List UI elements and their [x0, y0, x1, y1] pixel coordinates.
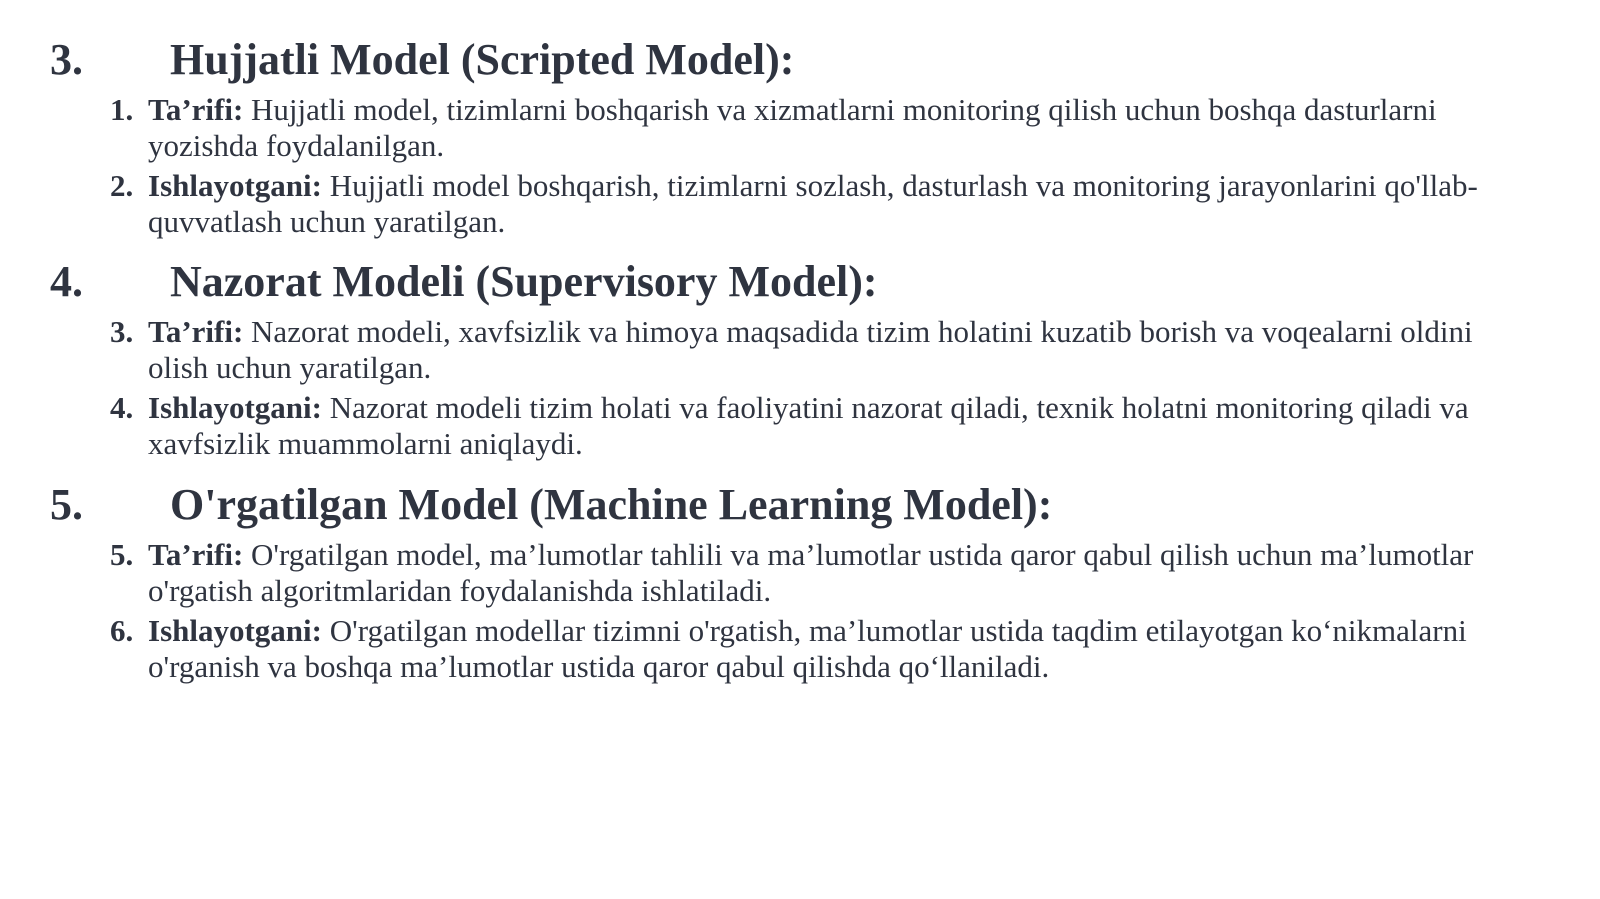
list-item-function	[0, 168, 1600, 240]
item-label: Ta’rifi:	[148, 92, 244, 127]
item-number: 4.	[110, 390, 134, 425]
item-number: 2.	[110, 168, 134, 203]
item-body: Hujjatli model boshqarish, tizimlarni sozlash, dasturlash va monitoring jarayonlarini qo'llab-quvvatlash uchun yaratilgan.	[148, 168, 1478, 239]
section-heading	[0, 477, 1600, 533]
item-text	[148, 613, 1538, 685]
item-label: Ishlayotgani:	[148, 390, 322, 425]
item-text	[148, 390, 1538, 462]
section-number: 4.	[50, 257, 83, 306]
item-body: Nazorat modeli tizim holati va faoliyatini nazorat qiladi, texnik holatni monitoring qiladi va xavfsizlik muammolarni aniqlaydi.	[148, 390, 1469, 461]
item-text	[148, 537, 1538, 609]
item-number: 6.	[110, 613, 134, 648]
section-machine-learning-model	[0, 477, 1600, 685]
item-text	[148, 92, 1538, 164]
item-text	[148, 168, 1538, 240]
item-body: Nazorat modeli, xavfsizlik va himoya maqsadida tizim holatini kuzatib borish va voqealarni oldini olish uchun yaratilgan.	[148, 314, 1473, 385]
item-text	[148, 314, 1538, 386]
list-item-function	[0, 613, 1600, 685]
section-heading	[0, 254, 1600, 310]
list-item-definition	[0, 314, 1600, 386]
item-label: Ishlayotgani:	[148, 168, 322, 203]
section-scripted-model	[0, 32, 1600, 240]
list-item-definition	[0, 537, 1600, 609]
item-body: O'rgatilgan model, ma’lumotlar tahlili va ma’lumotlar ustida qaror qabul qilish uchun ma’lumotlar o'rgatish algoritmlaridan foydalanishda ishlatiladi.	[148, 537, 1474, 608]
item-label: Ta’rifi:	[148, 314, 244, 349]
item-label: Ishlayotgani:	[148, 613, 322, 648]
section-title: Nazorat Modeli (Supervisory Model):	[170, 257, 878, 306]
section-title: Hujjatli Model (Scripted Model):	[170, 35, 795, 84]
list-item-definition	[0, 92, 1600, 164]
section-heading	[0, 32, 1600, 88]
item-body: Hujjatli model, tizimlarni boshqarish va xizmatlarni monitoring qilish uchun boshqa dasturlarni yozishda foydalanilgan.	[148, 92, 1437, 163]
item-body: O'rgatilgan modellar tizimni o'rgatish, ma’lumotlar ustida taqdim etilayotgan ko‘nikmalarni o'rganish va boshqa ma’lumotlar ustida qaror qabul qilishda qo‘llaniladi.	[148, 613, 1467, 684]
item-number: 1.	[110, 92, 134, 127]
item-number: 5.	[110, 537, 134, 572]
item-number: 3.	[110, 314, 134, 349]
section-title: O'rgatilgan Model (Machine Learning Model):	[170, 480, 1053, 529]
list-item-function	[0, 390, 1600, 462]
section-number: 3.	[50, 35, 83, 84]
section-supervisory-model	[0, 254, 1600, 462]
section-number: 5.	[50, 480, 83, 529]
item-label: Ta’rifi:	[148, 537, 244, 572]
